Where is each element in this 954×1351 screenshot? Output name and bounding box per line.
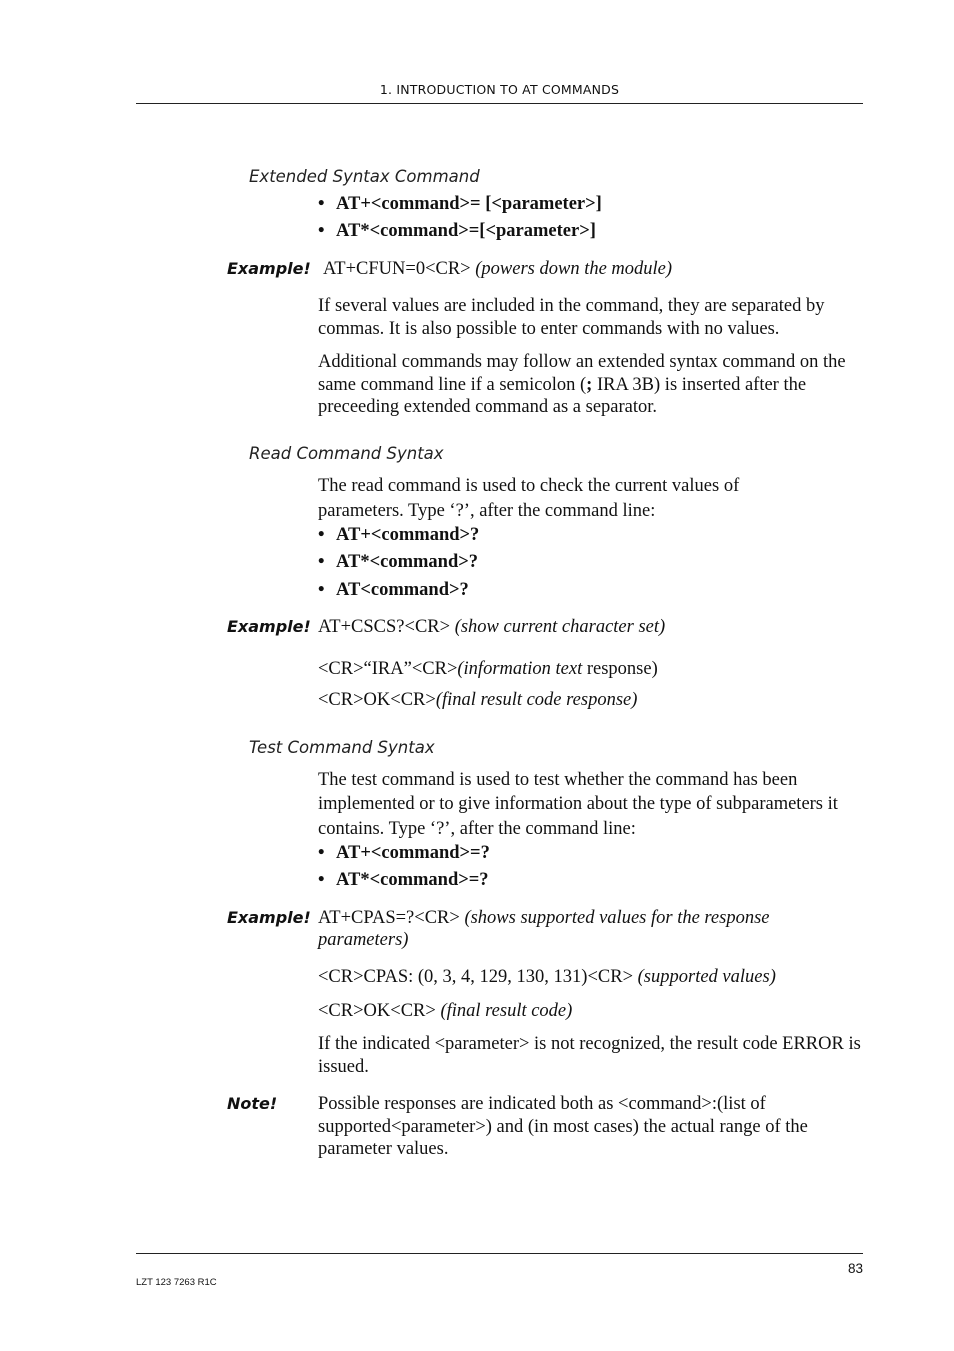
example-command: AT+CSCS?<CR> (318, 617, 451, 637)
bullet-text: AT+<command>? (336, 525, 480, 545)
example-description-cont: parameters) (318, 930, 409, 950)
example-description: (show current character set) (454, 617, 666, 637)
document-id: LZT 123 7263 R1C (136, 1277, 217, 1288)
heading-extended-syntax: Extended Syntax Command (249, 167, 480, 186)
response-description: (final result code response) (435, 690, 638, 710)
response-line (318, 658, 866, 681)
semicolon-symbol: ; (586, 374, 593, 395)
paragraph-line: implemented or to give information about the type of subparameters it (318, 794, 838, 814)
bullet-text: AT*<command>=[<parameter>] (336, 221, 596, 241)
response-code: <CR>OK<CR> (318, 690, 436, 710)
paragraph-line: contains. Type ‘?’, after the command line: (318, 819, 636, 839)
response-description: (final result code) (440, 1001, 573, 1021)
note-label: Note! (227, 1094, 278, 1113)
heading-test-syntax: Test Command Syntax (249, 738, 435, 757)
example-label: Example! (227, 259, 311, 278)
paragraph-line: parameters. Type ‘?’, after the command line: (318, 501, 656, 521)
example-label: Example! (227, 908, 311, 927)
bullet-item: • AT+<command>=? (318, 843, 490, 863)
example-command: AT+CFUN=0<CR> (323, 259, 471, 279)
paragraph: If several values are included in the command, they are separated by commas. It is also possible to enter commands with no values. (318, 296, 825, 339)
bullet-text: AT+<command>= [<parameter>] (336, 194, 602, 214)
bullet-text: AT<command>? (336, 580, 469, 600)
bullet-item: • AT*<command>? (318, 552, 479, 572)
paragraph: If the indicated <parameter> is not recognized, the result code ERROR is issued. (318, 1034, 861, 1077)
bullet-item: • AT*<command>=? (318, 870, 489, 890)
response-code: <CR>CPAS: (0, 3, 4, 129, 130, 131)<CR> (318, 967, 634, 987)
example-description: (powers down the module) (475, 259, 673, 279)
example-line (318, 907, 866, 930)
response-description: (supported values) (637, 967, 776, 987)
note-text: Possible responses are indicated both as <command>:(list of supported<parameter>) and (in most cases) the actual range of the parameter values. (318, 1094, 808, 1159)
page-number: 83 (847, 1261, 863, 1276)
example-line (323, 258, 871, 281)
paragraph-text: IRA 3B) is inserted after the preceeding extended command as a separator. (318, 374, 807, 417)
bullet-item: • AT+<command>? (318, 525, 480, 545)
response-description: (information text (457, 659, 583, 679)
footer-rule (136, 1253, 863, 1254)
response-line (318, 966, 866, 989)
paragraph-line: The test command is used to test whether the command has been (318, 770, 798, 790)
heading-read-syntax: Read Command Syntax (249, 444, 444, 463)
bullet-item: • AT+<command>= [<parameter>] (318, 194, 602, 214)
example-command: AT+CPAS=?<CR> (318, 908, 460, 928)
response-line (318, 1000, 866, 1023)
paragraph-text: Additional commands may follow an extended syntax command on the same command line if a semicolon ( (318, 352, 846, 395)
example-line (318, 616, 866, 639)
bullet-text: AT+<command>=? (336, 843, 490, 863)
bullet-item: • AT*<command>=[<parameter>] (318, 221, 596, 241)
bullet-text: AT*<command>? (336, 552, 479, 572)
paragraph-line: The read command is used to check the current values of (318, 476, 740, 496)
paragraph (318, 351, 866, 419)
example-description: (shows supported values for the response (464, 908, 770, 928)
response-code: <CR>“IRA”<CR> (318, 659, 458, 679)
bullet-text: AT*<command>=? (336, 870, 489, 890)
bullet-item: • AT<command>? (318, 580, 469, 600)
example-label: Example! (227, 617, 311, 636)
response-code: <CR>OK<CR> (318, 1001, 436, 1021)
running-header: 1. INTRODUCTION TO AT COMMANDS (136, 82, 863, 104)
response-line (318, 689, 866, 712)
response-description-rest: response) (582, 659, 658, 679)
